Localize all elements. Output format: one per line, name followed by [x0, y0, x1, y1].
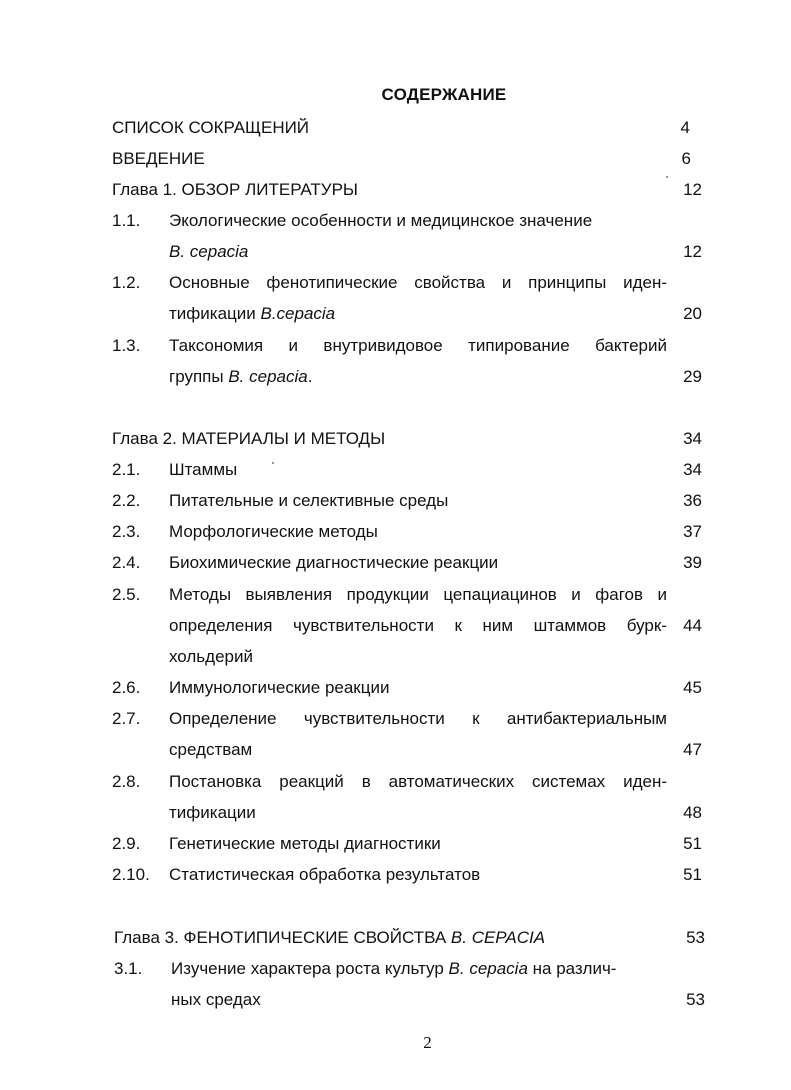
entry-page: 44: [683, 616, 702, 635]
entry-number: 1.3.: [112, 336, 141, 355]
species-name: B. CEPACIA: [450, 928, 546, 947]
scan-speck: [272, 462, 274, 464]
entry-text-line: тификации: [169, 803, 256, 822]
entry-page: 39: [683, 553, 702, 572]
entry-text: Питательные и селективные среды: [169, 491, 449, 510]
entry-page: 51: [683, 865, 702, 884]
entry-number: 2.7.: [112, 709, 141, 728]
entry-number: 1.1.: [112, 211, 141, 230]
entry-text-line: [169, 365, 312, 389]
entry-text-line: Экологические особенности и медицинское значение: [169, 211, 593, 230]
entry-text-line: Таксономия и внутривидовое типирование бактерий: [169, 336, 667, 355]
entry-number: 2.3.: [112, 522, 141, 541]
page-number: 2: [423, 1033, 432, 1052]
text-part: .: [307, 367, 313, 386]
text-part: тификации: [169, 304, 261, 323]
entry-label: Глава 1. ОБЗОР ЛИТЕРАТУРЫ: [112, 180, 358, 199]
entry-number: 2.9.: [112, 834, 141, 853]
entry-text-line: Основные фенотипические свойства и принципы иден-: [169, 273, 667, 292]
entry-text: Генетические методы диагностики: [169, 834, 441, 853]
entry-text: Статистическая обработка результатов: [169, 865, 481, 884]
entry-page: 12: [683, 180, 702, 199]
entry-page: 45: [683, 678, 702, 697]
entry-label: [114, 926, 545, 950]
entry-text-line: [171, 957, 616, 981]
scan-speck: [666, 176, 668, 178]
entry-text-line: ных средах: [171, 990, 261, 1009]
entry-page: 20: [683, 304, 702, 323]
entry-text: Штаммы: [169, 460, 238, 479]
entry-label: ВВЕДЕНИЕ: [112, 149, 205, 168]
species-name: B.cepacia: [260, 304, 336, 323]
text-part: группы: [169, 367, 229, 386]
species-name: B. cepacia: [228, 367, 308, 386]
entry-text: Биохимические диагностические реакции: [169, 553, 499, 572]
entry-page: 4: [680, 118, 690, 137]
entry-page: 47: [683, 740, 702, 759]
species-name: B. cepacia: [448, 959, 528, 978]
entry-text: Морфологические методы: [169, 522, 378, 541]
text-part: на различ-: [527, 959, 617, 978]
entry-page: 29: [683, 367, 702, 386]
entry-page: 34: [683, 429, 702, 448]
text-part: Глава 3. ФЕНОТИПИЧЕСКИЕ СВОЙСТВА: [114, 928, 451, 947]
entry-page: 53: [686, 928, 705, 947]
text-part: Изучение характера роста культур: [171, 959, 449, 978]
entry-number: 3.1.: [114, 959, 143, 978]
entry-text-line: хольдерий: [169, 647, 253, 666]
entry-number: 2.6.: [112, 678, 141, 697]
entry-page: 12: [683, 242, 702, 261]
entry-text-line: B. cepacia: [169, 242, 249, 261]
entry-page: 6: [681, 149, 691, 168]
entry-text-line: Определение чувствительности к антибактериальным: [169, 709, 667, 728]
entry-text: Иммунологические реакции: [169, 678, 390, 697]
entry-text-line: Постановка реакций в автоматических системах иден-: [169, 772, 667, 791]
entry-page: 37: [683, 522, 702, 541]
entry-number: 2.10.: [112, 865, 150, 884]
entry-number: 2.1.: [112, 460, 141, 479]
entry-page: 53: [686, 990, 705, 1009]
entry-page: 48: [683, 803, 702, 822]
entry-page: 36: [683, 491, 702, 510]
entry-number: 1.2.: [112, 273, 141, 292]
entry-text-line: [169, 302, 335, 326]
entry-number: 2.4.: [112, 553, 141, 572]
entry-label: Глава 2. МАТЕРИАЛЫ И МЕТОДЫ: [112, 429, 386, 448]
entry-page: 51: [683, 834, 702, 853]
entry-number: 2.5.: [112, 585, 141, 604]
toc-title: СОДЕРЖАНИЕ: [381, 85, 507, 104]
entry-text-line: определения чувствительности к ним штаммов бурк-: [169, 616, 667, 635]
entry-text-line: средствам: [169, 740, 253, 759]
entry-text-line: Методы выявления продукции цепациацинов и фагов и: [169, 585, 667, 604]
entry-number: 2.2.: [112, 491, 141, 510]
entry-page: 34: [683, 460, 702, 479]
entry-number: 2.8.: [112, 772, 141, 791]
entry-label: СПИСОК СОКРАЩЕНИЙ: [112, 118, 310, 137]
